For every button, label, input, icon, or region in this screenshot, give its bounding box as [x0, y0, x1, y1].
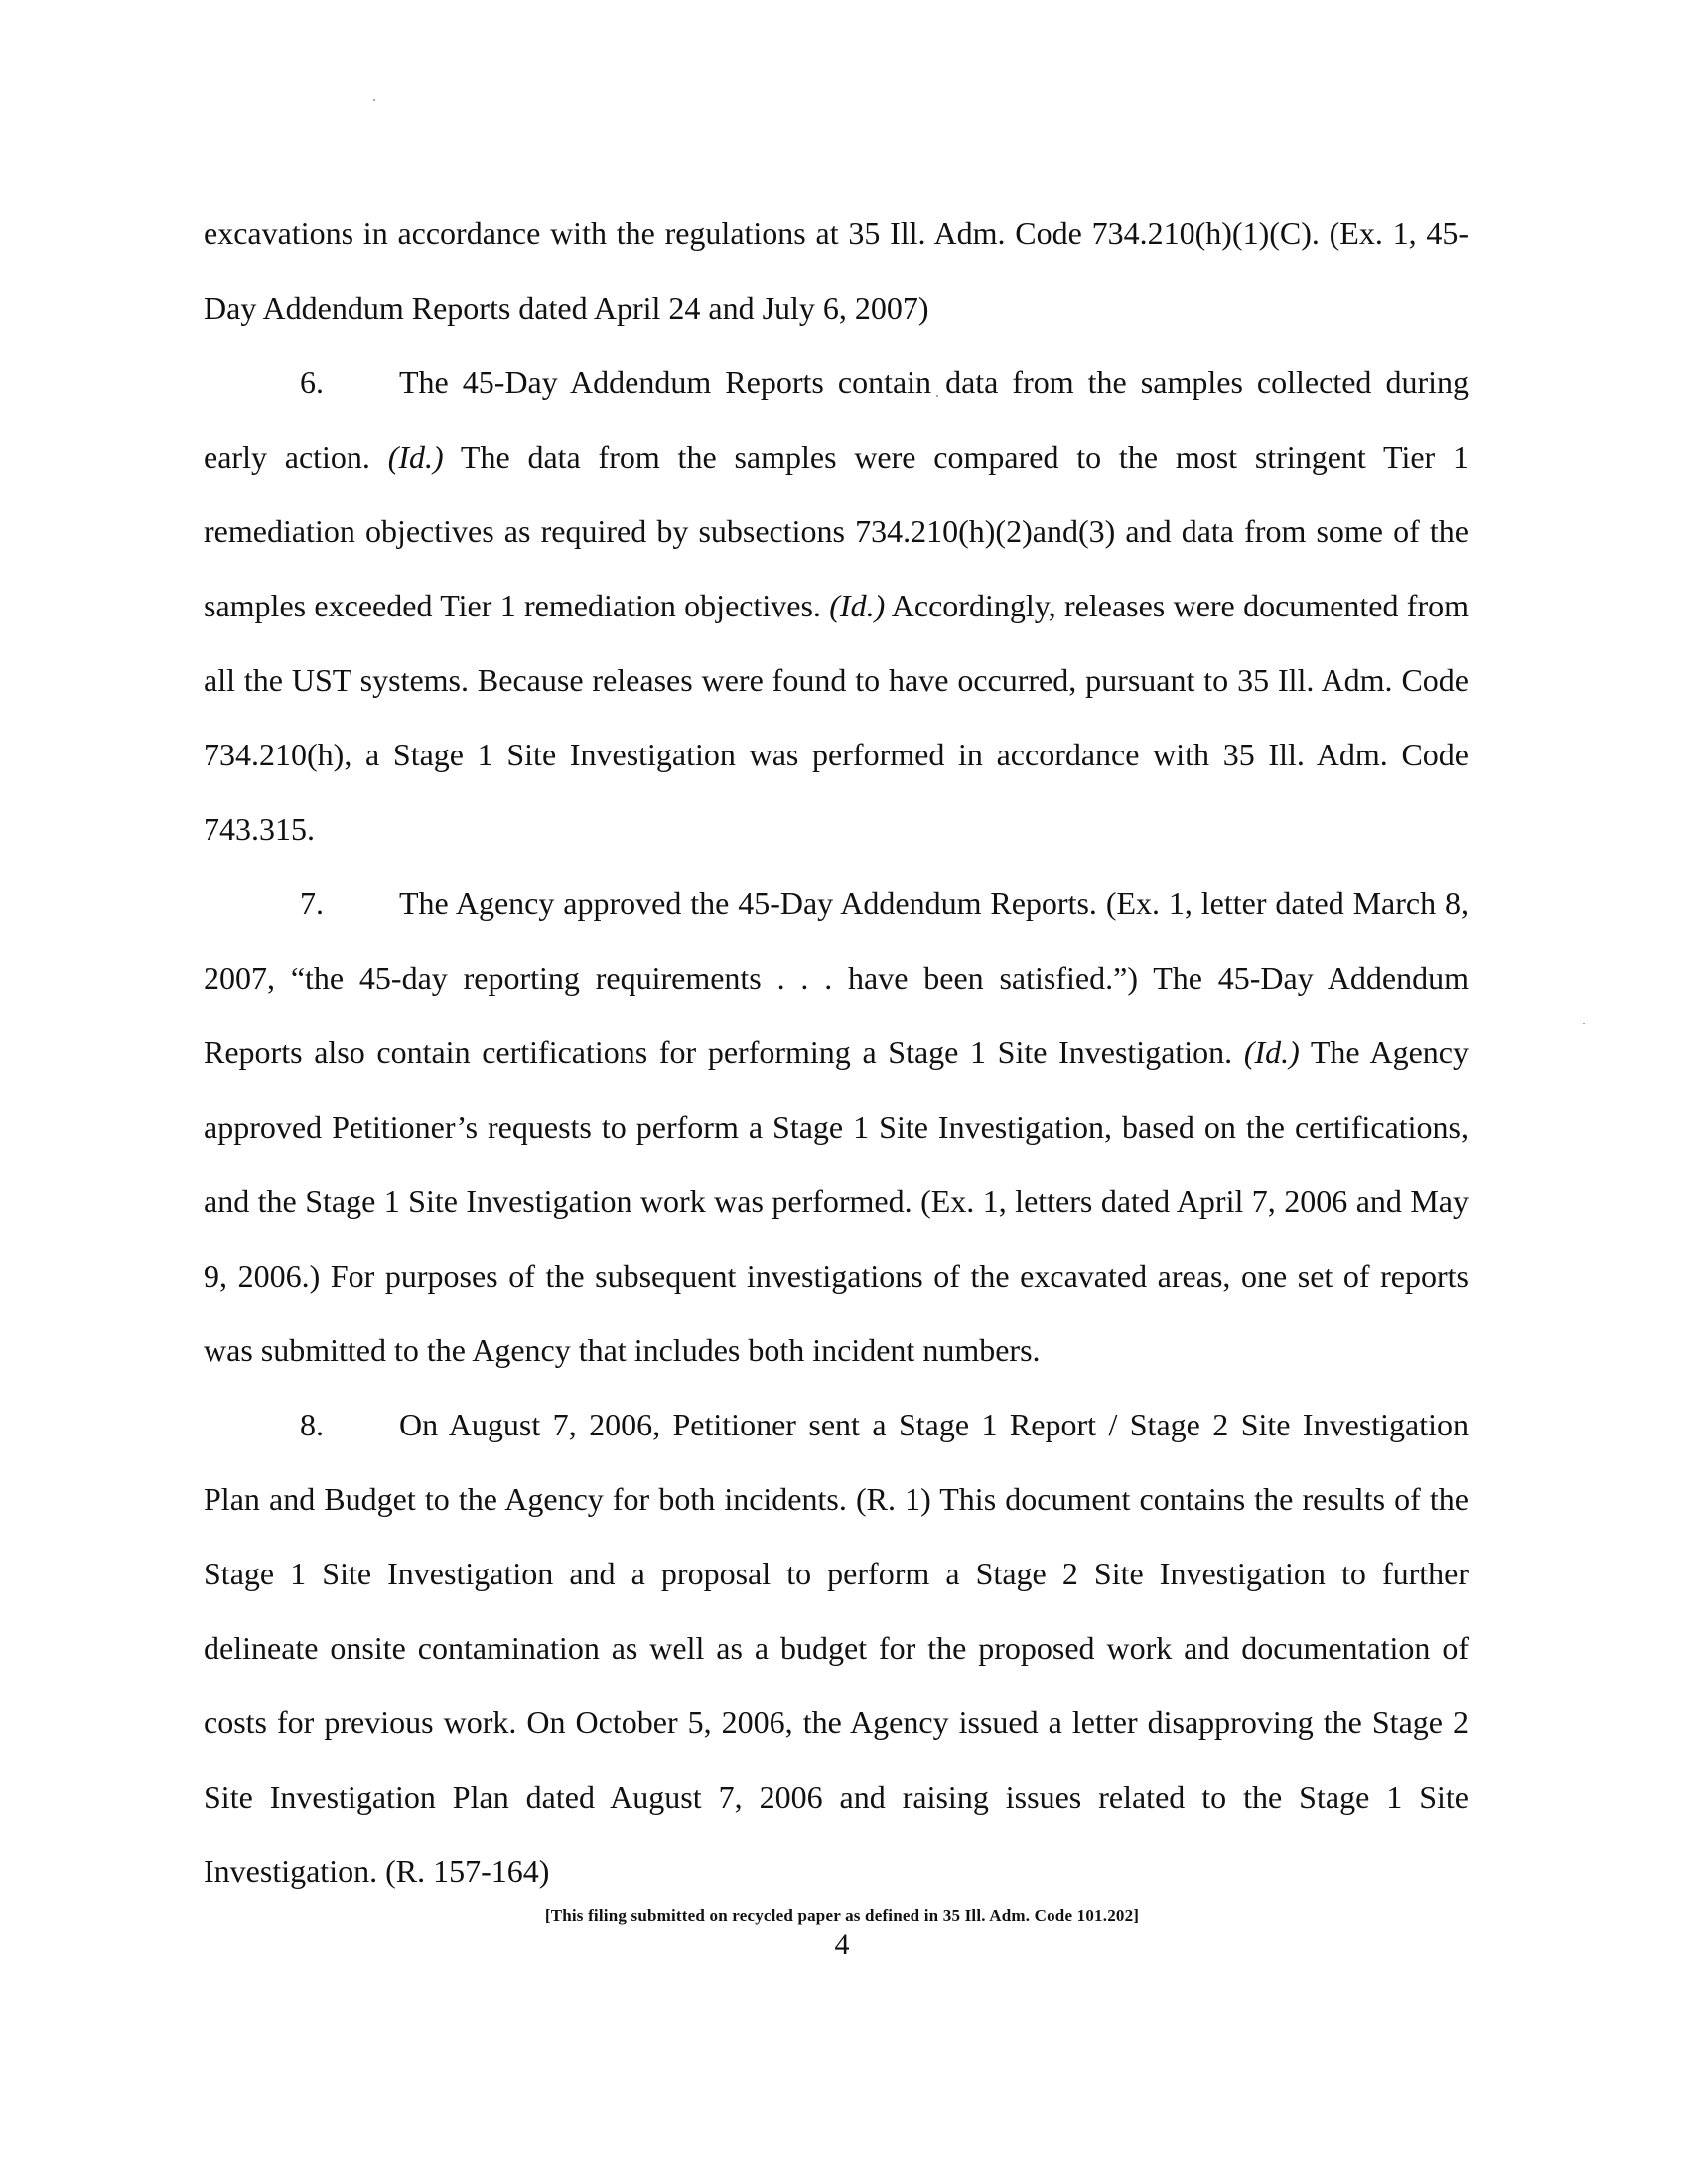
paragraph-8 — [204, 1388, 1469, 1909]
recycled-paper-note: [This filing submitted on recycled paper as defined in 35 Ill. Adm. Code 101.202] — [544, 1906, 1140, 1925]
scan-speck — [373, 99, 375, 101]
paragraph-number: 6. — [300, 364, 324, 400]
paragraph-text: On August 7, 2006, Petitioner sent a Stage 1 Report / Stage 2 Site Investigation Plan and Budget to the Agency for both incidents. (R. 1) This document contains the results of the Stage 1 Site Investigation and a proposal to perform a Stage 2 Site Investigation to further delineate onsite contamination as well as a budget for the proposed work and documentation of costs for previous work. On October 5, 2006, the Agency issued a letter disapproving the Stage 2 Site Investigation Plan dated August 7, 2006 and raising issues related to the Stage 1 Site Investigation. (R. 157-164) — [204, 1407, 1469, 1889]
paragraph-number: 8. — [300, 1407, 324, 1442]
paragraph-7 — [204, 867, 1469, 1388]
paragraph-text: Accordingly, releases were documented from all the UST systems. Because releases were found to have occurred, pursuant to 35 Ill. Adm. Code 734.210(h), a Stage 1 Site Investigation was performed in accordance with 35 Ill. Adm. Code 743.315. — [204, 588, 1470, 847]
page-number: 4 — [834, 1928, 850, 1961]
document-body — [204, 197, 1469, 1909]
paragraph-text: The data from the samples were compared to the most stringent Tier 1 remediation objectives as required by subsections 734.210(h)(2)and(3) and data from some of the samples exceeded Tier 1 remediation objectives. — [204, 439, 1470, 623]
scan-speck — [1583, 1023, 1585, 1024]
id-citation: (Id.) — [829, 588, 886, 623]
paragraph-6 — [204, 345, 1469, 867]
id-citation: (Id.) — [387, 439, 444, 475]
continued-paragraph: excavations in accordance with the regulations at 35 Ill. Adm. Code 734.210(h)(1)(C). (Ex. 1, 45-Day Addendum Reports dated April 24 and July 6, 2007) — [204, 215, 1469, 326]
paragraph-text: The 45-Day Addendum Reports contain data from the samples collected during early action. — [204, 364, 1469, 475]
id-citation: (Id.) — [1243, 1034, 1300, 1070]
paragraph-text: The Agency approved the 45-Day Addendum Reports. (Ex. 1, letter dated March 8, 2007, “the 45-day reporting requirements . . . have been satisfied.”) The 45-Day Addendum Reports also contain certifications for performing a Stage 1 Site Investigation. — [204, 886, 1469, 1070]
paragraph-number: 7. — [300, 886, 324, 921]
paragraph-text: The Agency approved Petitioner’s requests to perform a Stage 1 Site Investigation, based on the certifications, and the Stage 1 Site Investigation work was performed. (Ex. 1, letters dated April 7, 2006 and May 9, 2006.) For purposes of the subsequent investigations of the excavated areas, one set of reports was submitted to the Agency that includes both incident numbers. — [204, 1034, 1470, 1368]
